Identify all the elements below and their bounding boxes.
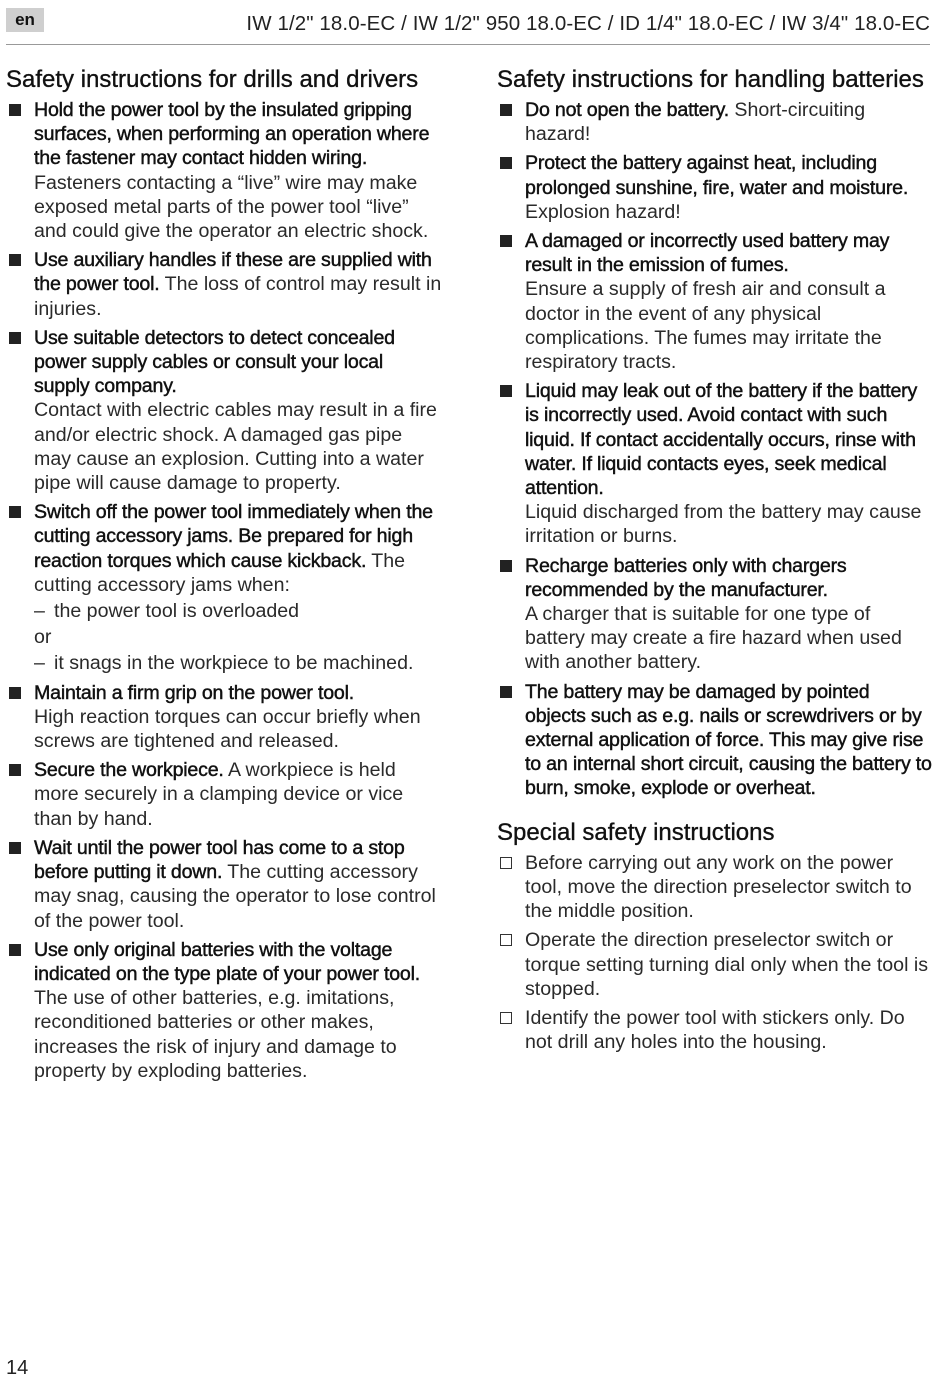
list-item <box>6 500 442 675</box>
item-bold-text: Use auxiliary handles if these are supplied with the power tool. <box>34 249 432 296</box>
section-heading-special: Special safety instructions <box>497 818 775 846</box>
item-text: A workpiece is held more securely in a clamping device or vice than by hand. <box>34 759 404 830</box>
item-bold-text: Use suitable detectors to detect concealed power supply cables or consult your local supply company. <box>34 326 395 398</box>
item-bold-text: Protect the battery against heat, including prolonged sunshine, fire, water and moisture. <box>525 152 909 199</box>
list-item <box>6 681 442 754</box>
item-bold-text: Liquid may leak out of the battery if the battery is incorrectly used. Avoid contact with such liquid. If contact accidentally occurs, rinse with water. If liquid contacts eyes, seek medical attention. <box>525 380 918 500</box>
document-header-title: IW 1/2" 18.0-EC / IW 1/2" 950 18.0-EC / ID 1/4" 18.0-EC / IW 3/4" 18.0-EC <box>246 12 930 35</box>
list-item <box>497 680 933 801</box>
item-text: High reaction torques can occur briefly when screws are tightened and released. <box>34 705 421 753</box>
list-item <box>6 248 442 321</box>
list-item <box>497 554 933 675</box>
item-text: The cutting accessory jams when: <box>34 549 406 596</box>
or-text: or <box>34 626 52 649</box>
language-badge: en <box>6 8 44 32</box>
battery-safety-list <box>497 98 933 801</box>
item-text: Ensure a supply of fresh air and consult a doctor in the event of any physical complications. The fumes may irritate the respiratory tracts. <box>525 278 886 374</box>
item-bold-text: Recharge batteries only with chargers recommended by the manufacturer. <box>525 554 847 601</box>
item-bold-text: Secure the workpiece. <box>34 759 224 782</box>
list-item <box>6 98 442 243</box>
item-text: Explosion hazard! <box>525 200 681 223</box>
list-item <box>497 928 933 1001</box>
item-text: Before carrying out any work on the power tool, move the direction preselector switch to the middle position. <box>525 851 912 923</box>
item-text: Identify the power tool with stickers only. Do not drill any holes into the housing. <box>525 1006 905 1054</box>
left-column <box>6 66 442 1088</box>
list-item <box>6 758 442 831</box>
item-text: The cutting accessory may snag, causing the operator to lose control of the power tool. <box>34 861 436 932</box>
item-bold-text: Wait until the power tool has come to a stop before putting it down. <box>34 836 405 884</box>
header-divider <box>6 44 930 45</box>
list-item <box>497 851 933 924</box>
item-text: Liquid discharged from the battery may cause irritation or burns. <box>525 501 922 548</box>
right-column <box>497 66 933 1059</box>
item-text: Operate the direction preselector switch or torque setting turning dial only when the tool is stopped. <box>525 929 929 1000</box>
list-item <box>497 1006 933 1054</box>
item-text: Contact with electric cables may result in a fire and/or electric shock. A damaged gas pipe may cause an explosion. Cutting into a water pipe will cause damage to property. <box>34 399 437 495</box>
section-heading-drills: Safety instructions for drills and drivers <box>6 66 419 93</box>
list-item <box>497 379 933 548</box>
item-text: The loss of control may result in injuries. <box>34 273 442 320</box>
list-item <box>6 836 442 933</box>
drill-safety-list <box>6 98 442 1083</box>
list-item <box>497 229 933 374</box>
list-item <box>497 151 933 224</box>
item-bold-text: Use only original batteries with the voltage indicated on the type plate of your power tool. <box>34 938 420 985</box>
item-bold-text: The battery may be damaged by pointed objects such as e.g. nails or screwdrivers or by external application of force. This may give rise to an internal short circuit, causing the battery to burn, smoke, explode or overheat. <box>525 680 932 800</box>
item-bold-text: Hold the power tool by the insulated gripping surfaces, when performing an operation where the fastener may contact hidden wiring. <box>34 99 430 170</box>
item-text: Short-circuiting hazard! <box>525 99 866 146</box>
list-item <box>6 326 442 495</box>
item-text: Fasteners contacting a “live” wire may make exposed metal parts of the power tool “live” and could give the operator an electric shock. <box>34 171 429 243</box>
list-item <box>6 938 442 1083</box>
item-bold-text: Maintain a firm grip on the power tool. <box>34 681 355 704</box>
item-bold-text: A damaged or incorrectly used battery may result in the emission of fumes. <box>525 230 890 277</box>
page-number: 14 <box>6 1357 29 1379</box>
section-heading-batteries: Safety instructions for handling batteries <box>497 66 924 93</box>
dash-item: – the power tool is overloaded <box>34 599 442 623</box>
item-bold-text: Switch off the power tool immediately when the cutting accessory jams. Be prepared for high reaction torques which cause kickback. <box>34 501 433 572</box>
list-item <box>497 98 933 146</box>
item-bold-text: Do not open the battery. <box>525 99 729 121</box>
dash-item: – it snags in the workpiece to be machined. <box>34 651 442 675</box>
item-text: The use of other batteries, e.g. imitations, reconditioned batteries or other makes, increases the risk of injury and damage to property by exploding batteries. <box>34 987 397 1082</box>
item-text: A charger that is suitable for one type of battery may create a fire hazard when used with another battery. <box>525 603 902 674</box>
special-safety-list <box>497 851 933 1055</box>
